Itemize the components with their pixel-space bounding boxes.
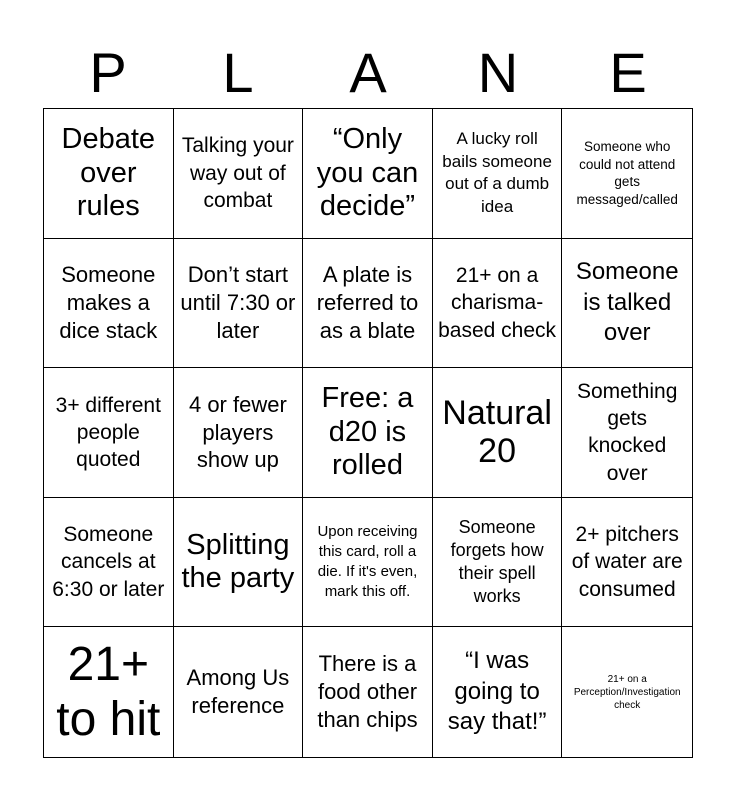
- bingo-cell-r4c1[interactable]: [44, 498, 174, 628]
- bingo-cell-text: “Only you can decide”: [316, 123, 419, 222]
- bingo-cell-r1c3[interactable]: [303, 109, 433, 239]
- bingo-cell-r3c2[interactable]: [174, 368, 304, 498]
- bingo-cell-r4c2[interactable]: [174, 498, 304, 628]
- bingo-cell-text: There is a food other than chips: [317, 651, 418, 733]
- bingo-cell-text: Someone makes a dice stack: [59, 261, 158, 343]
- bingo-cell-r2c5[interactable]: [562, 239, 692, 369]
- bingo-cell-text: Upon receiving this card, roll a die. If it's even, mark this off.: [317, 523, 418, 601]
- bingo-cell-r1c1[interactable]: [44, 109, 174, 239]
- bingo-cell-r3c4[interactable]: [433, 368, 563, 498]
- bingo-cell-text: 4 or fewer players show up: [188, 391, 287, 473]
- bingo-cell-text: A plate is referred to as a blate: [316, 261, 419, 343]
- bingo-cell-r5c2[interactable]: [174, 627, 304, 757]
- bingo-cell-text: Free: a d20 is rolled: [321, 382, 414, 482]
- bingo-cell-r2c3[interactable]: [303, 239, 433, 369]
- bingo-cell-r5c3[interactable]: [303, 627, 433, 757]
- bingo-cell-r2c4[interactable]: [433, 239, 563, 369]
- bingo-cell-text: Splitting the party: [181, 528, 295, 595]
- bingo-board: [43, 108, 693, 758]
- bingo-cell-text: Natural 20: [442, 394, 552, 471]
- bingo-cell-r4c3[interactable]: [303, 498, 433, 628]
- bingo-cell-r3c5[interactable]: [562, 368, 692, 498]
- header-letter-e: E: [609, 41, 647, 104]
- header-letter-l: L: [222, 41, 254, 104]
- header-letter-a: A: [349, 41, 387, 104]
- bingo-cell-text: 21+ to hit: [56, 638, 161, 747]
- bingo-cell-r5c4[interactable]: [433, 627, 563, 757]
- bingo-cell-r2c1[interactable]: [44, 239, 174, 369]
- bingo-cell-r5c1[interactable]: [44, 627, 174, 757]
- bingo-cell-text: A lucky roll bails someone out of a dumb idea: [442, 129, 552, 216]
- bingo-cell-r3c3[interactable]: [303, 368, 433, 498]
- bingo-header: [43, 38, 693, 108]
- bingo-cell-text: Something gets knocked over: [576, 379, 678, 485]
- bingo-cell-text: “I was going to say that!”: [447, 647, 547, 736]
- bingo-cell-text: 21+ on a charisma-based check: [438, 263, 557, 342]
- bingo-cell-text: Don’t start until 7:30 or later: [180, 261, 296, 343]
- bingo-cell-text: Someone forgets how their spell works: [450, 517, 544, 607]
- bingo-cell-r4c4[interactable]: [433, 498, 563, 628]
- bingo-cell-text: 21+ on a Perception/Investigation check: [573, 673, 681, 711]
- bingo-cell-r5c5[interactable]: [562, 627, 692, 757]
- bingo-cell-text: Talking your way out of combat: [181, 134, 294, 212]
- bingo-cell-r1c5[interactable]: [562, 109, 692, 239]
- bingo-cell-text: Someone who could not attend gets messaged/called: [576, 139, 678, 207]
- bingo-cell-text: Someone cancels at 6:30 or later: [52, 523, 165, 601]
- bingo-cell-r2c2[interactable]: [174, 239, 304, 369]
- header-letter-p: P: [89, 41, 127, 104]
- bingo-cell-r1c4[interactable]: [433, 109, 563, 239]
- bingo-cell-text: Debate over rules: [61, 123, 156, 222]
- bingo-cell-text: Someone is talked over: [575, 258, 679, 347]
- bingo-cell-text: Among Us reference: [186, 665, 290, 719]
- bingo-cell-r3c1[interactable]: [44, 368, 174, 498]
- bingo-cell-text: 2+ pitchers of water are consumed: [571, 523, 683, 601]
- header-letter-n: N: [477, 41, 519, 104]
- bingo-cell-text: 3+ different people quoted: [55, 393, 161, 472]
- bingo-cell-r4c5[interactable]: [562, 498, 692, 628]
- bingo-cell-r1c2[interactable]: [174, 109, 304, 239]
